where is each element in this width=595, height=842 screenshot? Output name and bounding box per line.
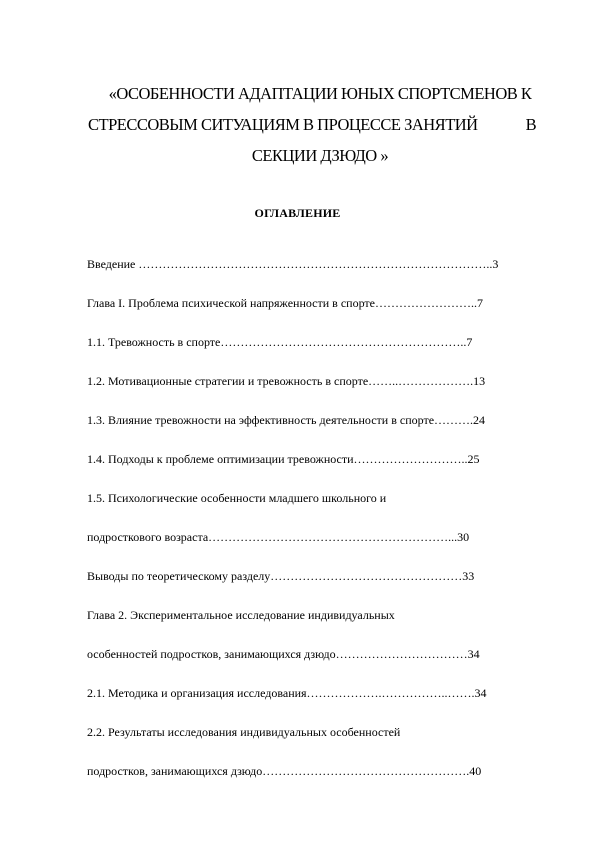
title-line-3: СЕКЦИИ ДЗЮДО » bbox=[251, 146, 389, 165]
toc-entry: 1.3. Влияние тревожности на эффективность деятельности в спорте……….24 bbox=[87, 413, 486, 427]
toc-entry: Введение ……………………………………………………………………………..3 bbox=[87, 257, 499, 271]
toc-heading: ОГЛАВЛЕНИЕ bbox=[254, 206, 341, 220]
toc-entry: 1.1. Тревожность в спорте……………………………………………………..7 bbox=[87, 335, 473, 349]
toc-entry: подростков, занимающихся дзюдо…………………………………………….40 bbox=[87, 764, 482, 778]
toc-entry: Глава 2. Экспериментальное исследование индивидуальных bbox=[87, 608, 395, 622]
toc-entry: подросткового возраста……………………………………………………...30 bbox=[87, 530, 470, 544]
toc-entry: Выводы по теоретическому разделу…………………………………………33 bbox=[87, 569, 475, 583]
title-line-2-text: СТРЕССОВЫМ СИТУАЦИЯМ В ПРОЦЕССЕ ЗАНЯТИЙ bbox=[88, 115, 478, 134]
toc-entry: 1.4. Подходы к проблеме оптимизации тревожности………………………..25 bbox=[87, 452, 480, 466]
toc-entry: особенностей подростков, занимающихся дзюдо……………………………34 bbox=[87, 647, 480, 661]
document-title bbox=[60, 78, 580, 171]
title-line-2-tail: В bbox=[525, 115, 537, 134]
title-line-1: «ОСОБЕННОСТИ АДАПТАЦИИ ЮНЫХ СПОРТСМЕНОВ К bbox=[108, 84, 532, 103]
title-line-2 bbox=[60, 109, 580, 140]
toc-entry: Глава I. Проблема психической напряженности в спорте……………………..7 bbox=[87, 296, 483, 310]
toc-entry: 2.1. Методика и организация исследования……………….……………..…….34 bbox=[87, 686, 487, 700]
toc-entry: 1.2. Мотивационные стратегии и тревожность в спорте……..……………….13 bbox=[87, 374, 486, 388]
toc-entry: 1.5. Психологические особенности младшего школьного и bbox=[87, 491, 387, 505]
toc-entry: 2.2. Результаты исследования индивидуальных особенностей bbox=[87, 725, 401, 739]
